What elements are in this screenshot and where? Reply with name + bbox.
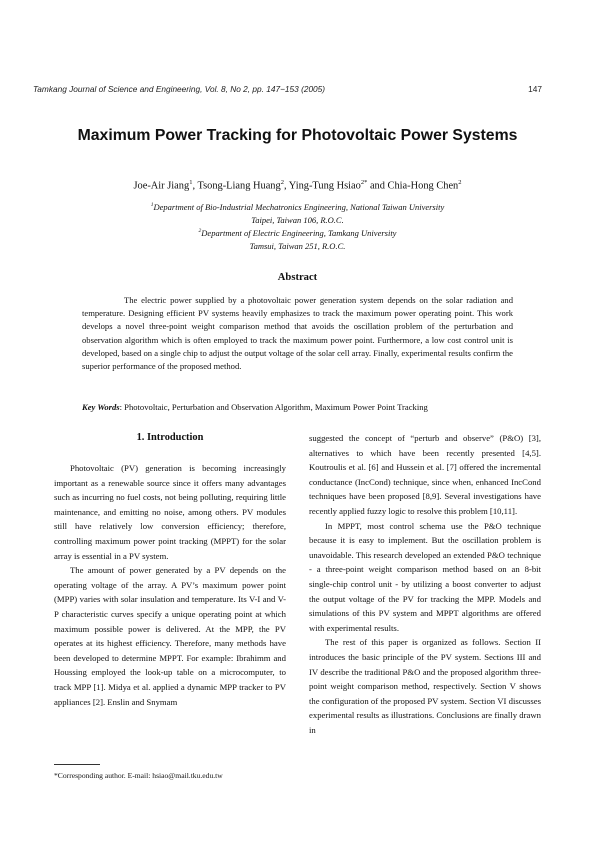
journal-citation: Tamkang Journal of Science and Engineering, Vol. 8, No 2, pp. 147−153 (2005) — [33, 84, 326, 94]
footnote-rule — [54, 764, 100, 765]
author-separator: , — [283, 180, 289, 192]
keywords-label: Key Words — [82, 402, 120, 412]
abstract-body: The electric power supplied by a photovoltaic power generation system depends on the solar radiation and temperature. Designing efficient PV systems heavily emphasizes to track the maximum power operating point. This work develops a novel three-point weight comparison method that avoids the oscillation problem of the perturbation and observation algorithm which is often employed to track the maximum power point. Furthermore, a low cost control unit is developed, based on a single chip to adjust the output voltage of the solar cell array. Finally, experimental results confirm the superior performance of the proposed method. — [82, 295, 513, 372]
section-heading: 1. Introduction — [136, 432, 204, 443]
affiliations — [90, 200, 505, 252]
author-affil-mark: 2* — [360, 179, 368, 186]
page-number: 147 — [528, 84, 542, 94]
affiliation-line: $^2$Department of Electric Engineering, Tamkang University — [198, 227, 397, 238]
author-affil-mark: 2 — [280, 179, 284, 186]
affiliation-line: Taipei, Taiwan 106, R.O.C. — [251, 214, 344, 225]
column-left — [54, 431, 286, 709]
column-right — [309, 431, 541, 737]
author-affil-mark: 2 — [458, 179, 462, 186]
author-affil-mark: 1 — [189, 179, 193, 186]
paragraph: The rest of this paper is organized as follows. Section II introduces the basic principle of the PV system. Sections III and IV describe the traditional P&O and the proposed algorithm three-point weight comparison method, respectively. Section V shows the configuration of the proposed PV system. Section VI discusses experimental results as illustrations. Conclusions are finally drawn in — [309, 637, 541, 735]
keywords-text: : Photovoltaic, Perturbation and Observation Algorithm, Maximum Power Point Tracking — [119, 402, 428, 412]
affiliation-line: $^1$Department of Bio-Industrial Mechatronics Engineering, National Taiwan University — [150, 201, 445, 212]
affiliation-line: Tamsui, Taiwan 251, R.O.C. — [249, 240, 346, 251]
author: Chia-Hong Chen — [387, 180, 459, 192]
footnote: *Corresponding author. E-mail: hsiao@mail.tku.edu.tw — [54, 771, 223, 780]
author-list — [40, 179, 555, 191]
paper-title: Maximum Power Tracking for Photovoltaic Power Systems — [77, 127, 518, 144]
author-separator: and — [367, 180, 388, 192]
paragraph: In MPPT, most control schema use the P&O technique because it is easy to implement. But the oscillation problem is unavoidable. This research developed an extended P&O technique - a three-point weight comparison method based on an 8-bit single-chip control unit - by utilizing a boost converter to adjust the output voltage of the PV for tracking the MPP. Models and simulations of this PV system and MPPT algorithms are offered with experimental results. — [309, 520, 541, 633]
author: Joe-Air Jiang — [133, 180, 190, 192]
paragraph: Photovoltaic (PV) generation is becoming increasingly important as a renewable source since it offers many advantages such as incurring no fuel costs, not being polluting, requiring little maintenance, and emitting no noise, among others. PV modules still have relatively low conversion efficiency; therefore, controlling maximum power point tracking (MPPT) for the solar array is essential in a PV system. — [54, 463, 286, 561]
author-separator: , — [192, 180, 198, 192]
paragraph: suggested the concept of “perturb and observe” (P&O) [3], alternatives to which have been recently presented [4,5]. Koutroulis et al. [6] and Hussein et al. [7] offered the incremental conductance (IncCond) technique, since when, enhanced IncCond techniques have been proposed [8,9]. Several investigations have recently applied fuzzy logic to resolve this problem [10,11]. — [309, 433, 541, 516]
author: Ying-Tung Hsiao — [288, 180, 361, 192]
abstract-heading: Abstract — [277, 272, 318, 283]
running-head — [33, 84, 542, 94]
paragraph: The amount of power generated by a PV depends on the operating voltage of the array. A PV’s maximum power point (MPP) varies with solar insulation and temperature. Its V-I and V-P characteristic curves specify a unique operating point at which maximum possible power is delivered. At the MPP, the PV operates at its highest efficiency. Therefore, many methods have been developed to determine MPPT. For example: Ibrahimm and Houssing employed the look-up table on a microcomputer, to track MPP [1]. Midya et al. applied a dynamic MPP tracker to PV appliances [2]. Enslin and Snymam — [54, 565, 286, 707]
keywords — [82, 402, 522, 412]
author: Tsong-Liang Huang — [197, 180, 281, 192]
corresponding-mark: * — [364, 179, 368, 186]
